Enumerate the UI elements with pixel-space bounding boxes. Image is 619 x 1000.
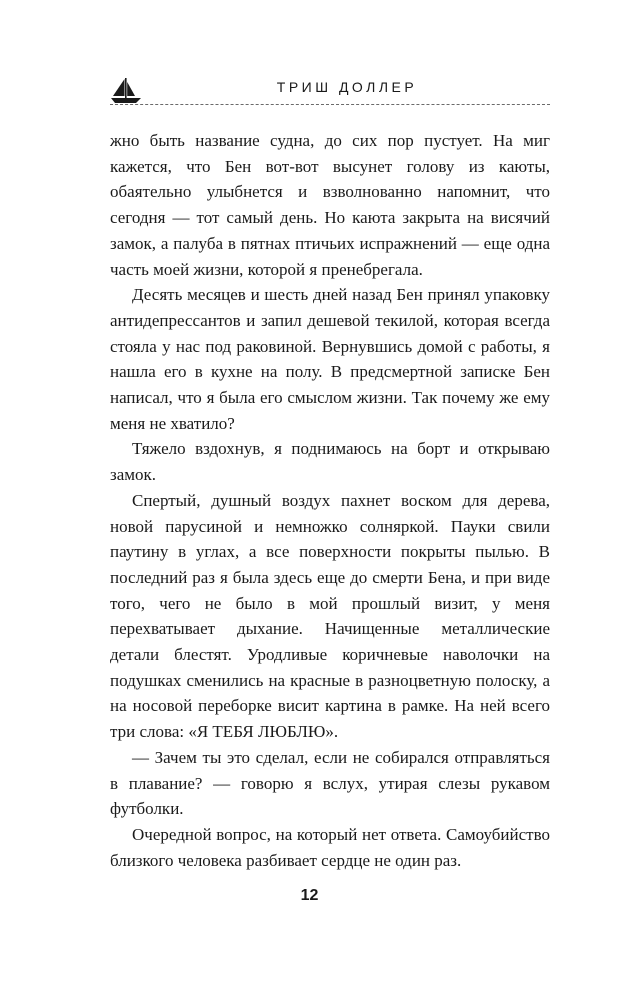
paragraph: — Зачем ты это сделал, если не собирался отправляться в плавание? — говорю я вслух, утирая слезы рукавом футболки. xyxy=(110,747,550,819)
body-text xyxy=(110,128,550,873)
paragraph: Спертый, душный воздух пахнет воском для дерева, новой парусиной и немножко солняркой. Пауки свили паутину в углах, а все поверхности покрыты пылью. В последний раз я была здесь еще до смерти Бена, и при виде того, чего не было в мой прошлый визит, у меня перехватывает дыхание. Начищенные металлические детали блестят. Уродливые коричневые наволочки на подушках сменились на красные в разноцветную полоску, а на носовой переборке висит картина в рамке. На ней всего три слова: «Я ТЕБЯ ЛЮБЛЮ». xyxy=(110,490,550,742)
page-number: 12 xyxy=(300,887,319,904)
paragraph: жно быть название судна, до сих пор пустует. На миг кажется, что Бен вот-вот высунет голову из каюты, обаятельно улыбнется и взволнованно напомнит, что сегодня — тот самый день. Но каюта закрыта на висячий замок, а палуба в пятнах птичьих испражнений — еще одна часть моей жизни, которой я пренебрегала. xyxy=(110,131,550,279)
paragraph: Тяжело вздохнув, я поднимаюсь на борт и открываю замок. xyxy=(110,439,550,485)
header-dashed-rule xyxy=(110,104,550,105)
paragraph: Очередной вопрос, на который нет ответа. Самоубийство близкого человека разбивает сердце не один раз. xyxy=(110,824,550,870)
book-author: ТРИШ ДОЛЛЕР xyxy=(276,79,418,95)
paragraph: Десять месяцев и шесть дней назад Бен принял упаковку антидепрессантов и запил дешевой текилой, которая всегда стояла у нас под раковиной. Вернувшись домой с работы, я нашла его в кухне на полу. В предсмертной записке Бен написал, что я была его смыслом жизни. Так почему же ему меня не хватило? xyxy=(110,285,550,433)
running-header xyxy=(110,76,550,110)
